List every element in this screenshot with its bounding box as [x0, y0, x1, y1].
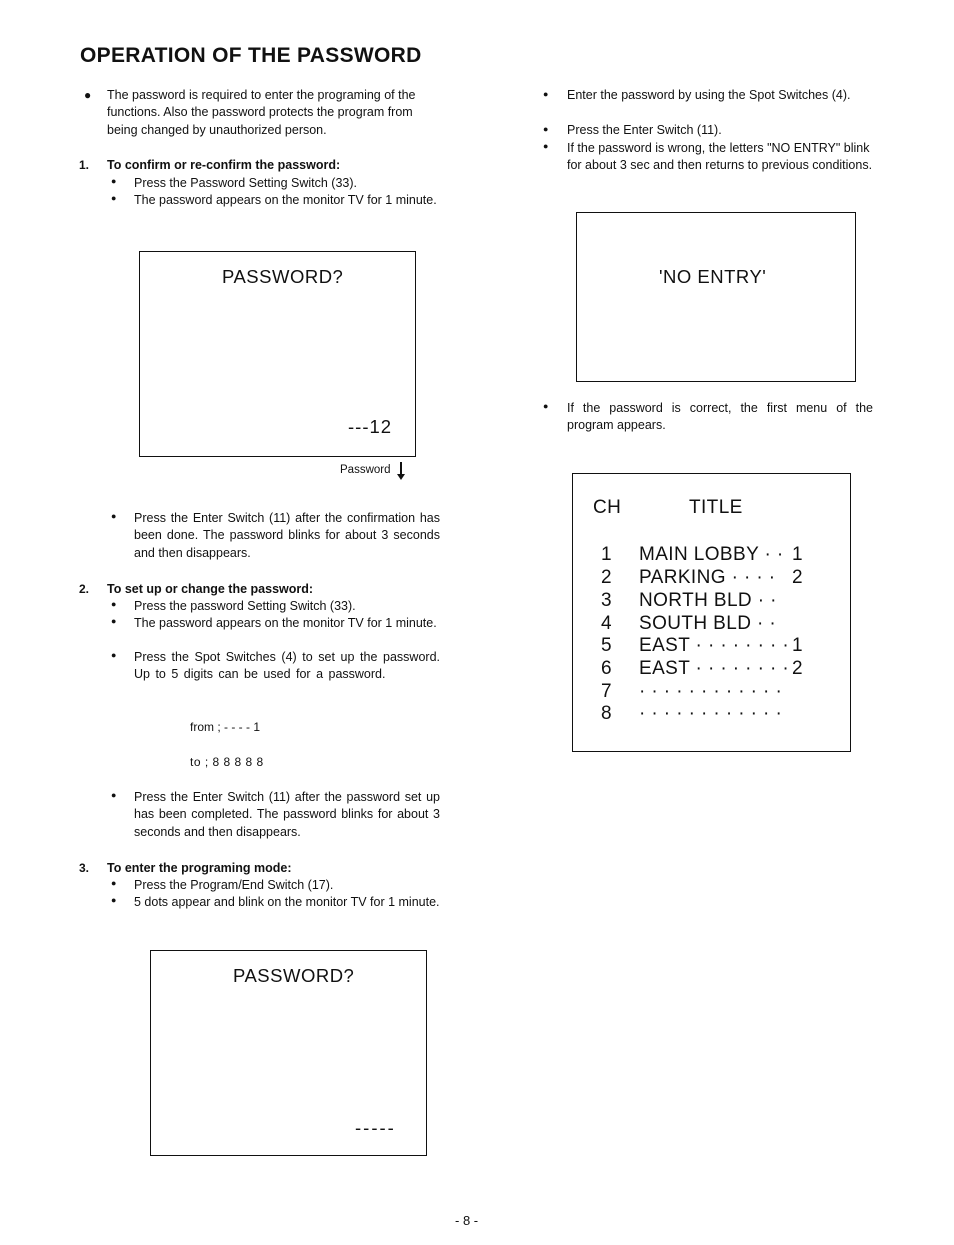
screen-no-entry: 'NO ENTRY' — [659, 266, 767, 287]
list-item: Enter the password by using the Spot Switches (4). — [567, 88, 851, 102]
menu-row-ch: 5 — [601, 635, 612, 656]
menu-row-num: 1 — [792, 635, 803, 656]
list-item: 5 dots appear and blink on the monitor TV for 1 minute. — [134, 895, 440, 909]
monitor-screen-no-entry — [576, 212, 856, 382]
list-item: Press the password Setting Switch (33). — [134, 599, 356, 613]
page-number: - 8 - — [455, 1213, 479, 1228]
list-item: Press the Enter Switch (11) after the confirmation has been done. The password blinks for about 3 seconds and then disappears. — [134, 511, 440, 560]
menu-row-ch: 8 — [601, 703, 612, 724]
bullet-icon: ● — [84, 88, 92, 102]
menu-row-title: MAIN LOBBY · · — [639, 544, 784, 565]
menu-row-title: SOUTH BLD · · — [639, 613, 777, 634]
page-title: OPERATION OF THE PASSWORD — [80, 44, 422, 67]
menu-row-title: PARKING · · · · — [639, 567, 776, 588]
list-item: If the password is correct, the first menu of the program appears. — [567, 401, 873, 433]
screen-password-dashes: ----- — [355, 1117, 396, 1138]
list-item: Press the Password Setting Switch (33). — [134, 176, 358, 190]
arrow-head-icon — [397, 474, 405, 480]
screen-title: PASSWORD? — [222, 266, 344, 287]
bullet-icon: ● — [543, 124, 549, 134]
bullet-icon: ● — [111, 878, 117, 888]
menu-row-num: 1 — [792, 544, 803, 565]
screen-password-value: ---12 — [348, 416, 393, 437]
menu-row-title: · · · · · · · · · · · · — [639, 681, 783, 702]
menu-row-ch: 4 — [601, 613, 612, 634]
menu-row-num: 2 — [792, 658, 803, 679]
menu-row-ch: 3 — [601, 590, 612, 611]
section-number: 1. — [79, 158, 90, 172]
menu-row-title: · · · · · · · · · · · · — [639, 703, 783, 724]
menu-row-title: EAST · · · · · · · · — [639, 635, 790, 656]
menu-row-title: NORTH BLD · · — [639, 590, 777, 611]
list-item: The password appears on the monitor TV for 1 minute. — [134, 193, 437, 207]
bullet-icon: ● — [111, 599, 117, 609]
monitor-screen-menu — [572, 473, 851, 752]
menu-row-ch: 1 — [601, 544, 612, 565]
bullet-icon: ● — [111, 511, 117, 521]
list-item: The password appears on the monitor TV for 1 minute. — [134, 616, 437, 630]
section-heading: To enter the programing mode: — [107, 861, 292, 875]
bullet-icon: ● — [111, 790, 117, 800]
screen-caption: Password — [340, 464, 391, 476]
list-item: Press the Enter Switch (11). — [567, 123, 722, 137]
menu-row-ch: 6 — [601, 658, 612, 679]
bullet-icon: ● — [111, 176, 117, 186]
monitor-screen-password-entry — [150, 950, 427, 1156]
menu-row-title: EAST · · · · · · · · — [639, 658, 790, 679]
list-item: If the password is wrong, the letters "NO ENTRY" blink for about 3 sec and then returns to previous conditions. — [567, 141, 873, 173]
menu-row-num: 2 — [792, 567, 803, 588]
password-to: to ; 8 8 8 8 8 — [190, 755, 264, 769]
monitor-screen-password — [139, 251, 416, 457]
section-heading: To set up or change the password: — [107, 582, 314, 596]
bullet-icon: ● — [111, 650, 117, 660]
section-number: 2. — [79, 582, 90, 596]
menu-row-ch: 7 — [601, 681, 612, 702]
menu-column-title: TITLE — [689, 497, 743, 518]
list-item: Press the Spot Switches (4) to set up the password. Up to 5 digits can be used for a password. — [134, 650, 440, 682]
list-item: Press the Program/End Switch (17). — [134, 878, 334, 892]
section-number: 3. — [79, 861, 90, 875]
password-from: from ; - - - - 1 — [190, 720, 260, 734]
bullet-icon: ● — [111, 616, 117, 626]
menu-row-ch: 2 — [601, 567, 612, 588]
screen-title: PASSWORD? — [233, 965, 355, 986]
menu-column-ch: CH — [593, 497, 622, 518]
bullet-icon: ● — [111, 193, 117, 203]
intro-text: The password is required to enter the programing of the functions. Also the password protects the program from being changed by unauthorized person. — [107, 88, 416, 137]
bullet-icon: ● — [543, 89, 549, 99]
bullet-icon: ● — [543, 141, 549, 151]
bullet-icon: ● — [543, 401, 549, 411]
bullet-icon: ● — [111, 895, 117, 905]
list-item: Press the Enter Switch (11) after the password set up has been completed. The password blinks for about 3 seconds and then disappears. — [134, 790, 440, 839]
section-heading: To confirm or re-confirm the password: — [107, 158, 341, 172]
